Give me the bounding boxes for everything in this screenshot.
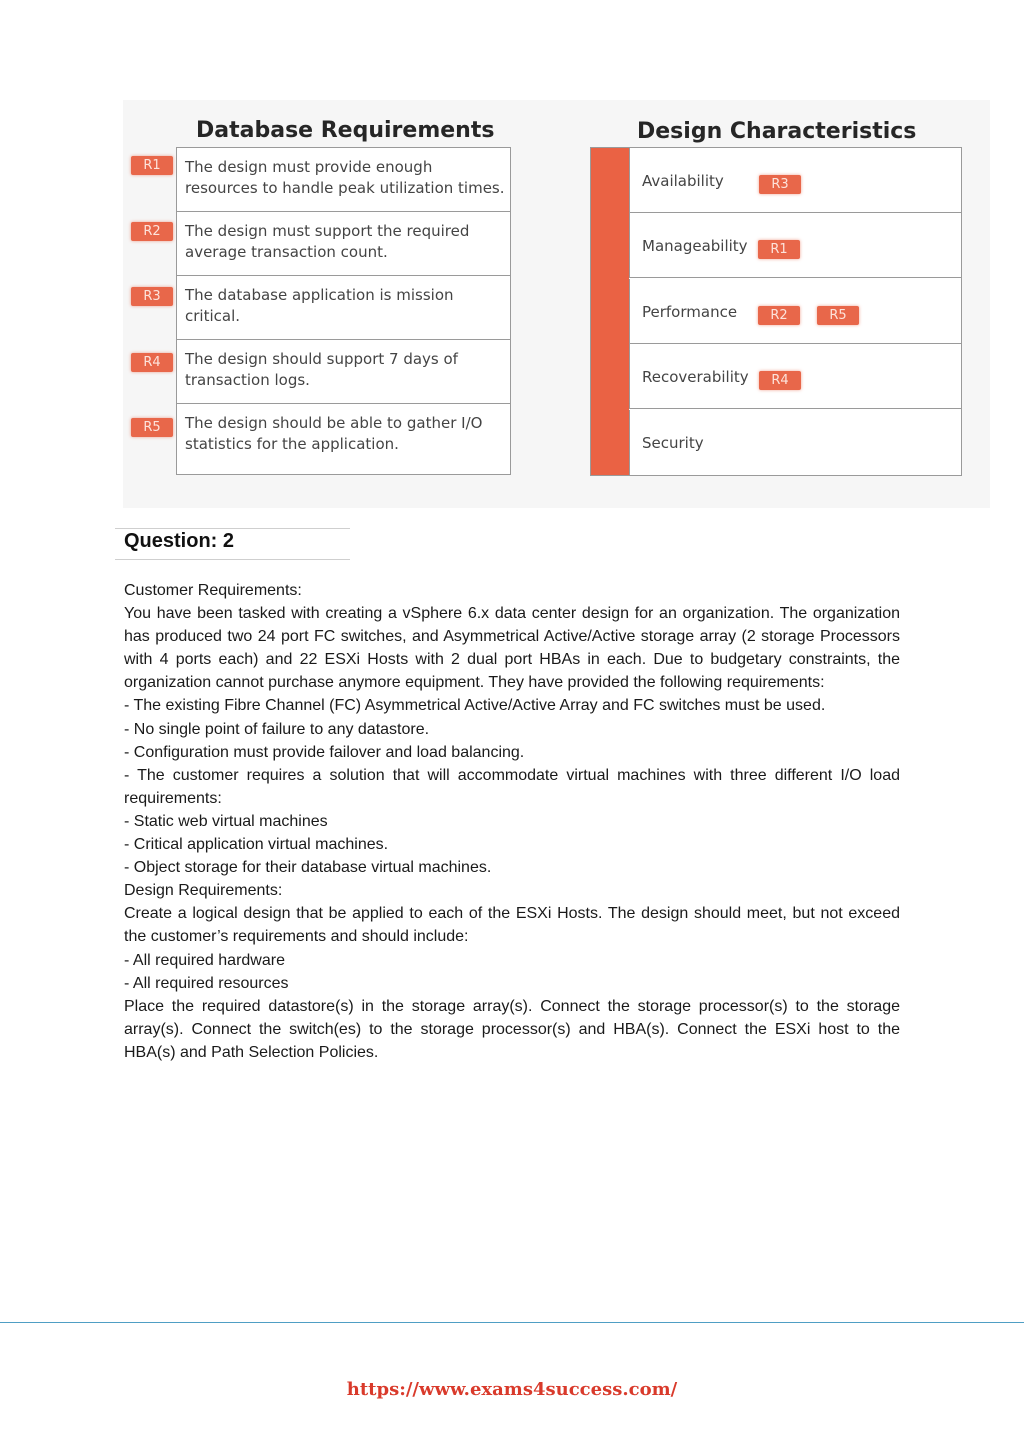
requirement-text: The design must support the required average transaction count. (185, 222, 470, 261)
characteristic-label: Security (642, 433, 704, 452)
characteristics-color-bar (591, 148, 629, 475)
question-paragraph: Place the required datastore(s) in the storage array(s). Connect the storage processor(s) to the storage array(s). Connect the switch(es) to the storage processor(s) and HBA(s). Connect the ESXi host to the HBA(s) and Path Selection Policies. (124, 997, 900, 1061)
question-paragraph: Design Requirements: (124, 882, 283, 900)
database-requirements-title: Database Requirements (196, 118, 495, 143)
question-paragraph: - Static web virtual machines (124, 812, 328, 830)
footer-url: https://www.exams4success.com/ (346, 1379, 678, 1400)
design-characteristics-title: Design Characteristics (637, 119, 917, 144)
characteristic-label: Manageability (642, 237, 748, 256)
question-paragraph: You have been tasked with creating a vSphere 6.x data center design for an organization. The organization has produced two 24 port FC switches, and Asymmetrical Active/Active storage array (2 storage Processors with 4 ports each) and 22 ESXi Hosts with 2 dual port HBAs in each. Due to budgetary constraints, the organization cannot purchase anymore equipment. They have provided the following requirements: (124, 605, 900, 692)
characteristic-label: Recoverability (642, 368, 749, 387)
footer-divider (0, 1322, 1024, 1323)
requirement-id-badge: R2 (131, 222, 173, 241)
characteristic-tag-badge: R5 (817, 306, 859, 325)
database-requirements-table (176, 147, 511, 475)
characteristic-row (629, 344, 961, 409)
question-paragraph: - All required resources (124, 974, 289, 992)
question-paragraph: Create a logical design that be applied to each of the ESXi Hosts. The design should meet, but not exceed the customer’s requirements and should include: (124, 905, 900, 946)
question-header (115, 528, 350, 560)
characteristic-tag-badge: R3 (759, 175, 801, 194)
question-paragraph: - Configuration must provide failover and load balancing. (124, 743, 525, 761)
requirement-text: The database application is mission critical. (185, 286, 454, 325)
requirement-text: The design should be able to gather I/O statistics for the application. (185, 414, 483, 453)
characteristic-row (629, 279, 961, 344)
question-paragraph: - Object storage for their database virtual machines. (124, 859, 492, 877)
requirement-text: The design should support 7 days of transaction logs. (185, 350, 458, 389)
requirement-row (177, 276, 510, 340)
characteristic-row (629, 148, 961, 213)
question-paragraph: Customer Requirements: (124, 582, 302, 599)
characteristic-row (629, 213, 961, 278)
requirement-row (177, 212, 510, 276)
requirement-id-badge: R1 (131, 156, 173, 175)
question-paragraph: - No single point of failure to any datastore. (124, 720, 430, 738)
question-paragraph: - Critical application virtual machines. (124, 836, 389, 854)
requirement-row (177, 148, 510, 212)
characteristic-tag-badge: R1 (758, 240, 800, 259)
question-paragraph: - The customer requires a solution that will accommodate virtual machines with three different I/O load requirements: (124, 766, 900, 807)
requirement-row (177, 404, 510, 468)
requirement-row (177, 340, 510, 404)
characteristic-label: Availability (642, 172, 724, 190)
characteristic-tag-badge: R4 (759, 371, 801, 390)
requirement-text: The design must provide enough resources to handle peak utilization times. (185, 158, 505, 197)
characteristic-row (629, 410, 961, 475)
requirement-id-badge: R5 (131, 418, 173, 437)
design-characteristics-table (590, 147, 962, 476)
requirement-id-badge: R4 (131, 353, 173, 372)
characteristic-label: Performance (642, 302, 738, 321)
characteristic-tag-badge: R2 (758, 306, 800, 325)
question-body (124, 579, 900, 1064)
question-title: Question: 2 (124, 530, 235, 552)
requirements-figure (123, 100, 990, 508)
requirement-id-badge: R3 (131, 287, 173, 306)
question-paragraph: - All required hardware (124, 951, 285, 969)
question-paragraph: - The existing Fibre Channel (FC) Asymmetrical Active/Active Array and FC switches must be used. (124, 697, 826, 715)
